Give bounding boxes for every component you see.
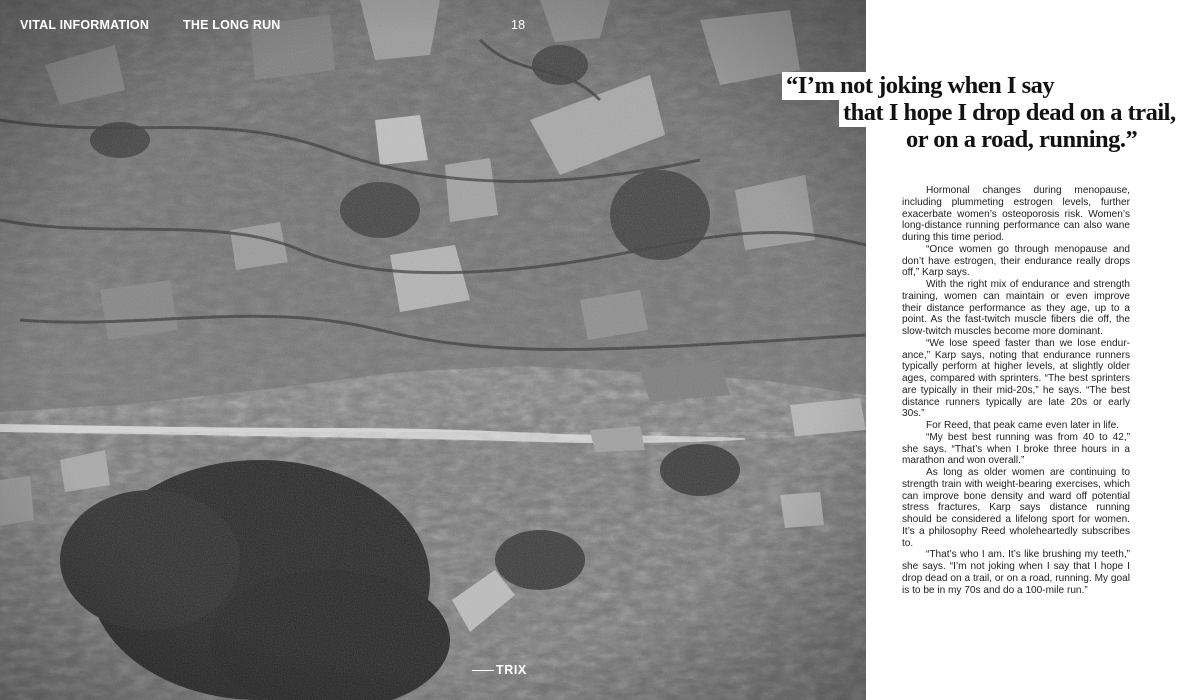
article-paragraph: “We lose speed faster than we lose endurance,” Karp says, noting that endurance runners typically perform at higher levels, at slightly older ages, compared with sprinters. “The best sprinters are typically in their mid-20s,” he says. “The best distance runners typically are late 20s or early 30s.” bbox=[902, 337, 1130, 420]
article-paragraph: “My best best running was from 40 to 42,” she says. “That’s when I broke three hours in a marathon and won overall.” bbox=[902, 431, 1130, 467]
footer-brand bbox=[472, 662, 527, 678]
pull-quote-line-2: that I hope I drop dead on a trail, bbox=[839, 99, 1180, 127]
article-paragraph: With the right mix of endurance and strength training, women can maintain or even improve their distance performance as they age, up to a point. As the fast-twitch muscle fibers die off, the slow-twitch muscles become more dominant. bbox=[902, 279, 1130, 337]
pull-quote-line-3: or on a road, running.” bbox=[902, 126, 1141, 154]
pull-quote-line-1: “I’m not joking when I say bbox=[782, 72, 1058, 100]
article-body bbox=[902, 185, 1130, 596]
footer-brand-text: TRIX bbox=[496, 663, 527, 677]
article-paragraph: “That’s who I am. It’s like brushing my teeth,” she says. “I’m not joking when I say that I hope I drop dead on a trail, or on a road, running. My goal is to be in my 70s and do a 100-mile run.” bbox=[902, 549, 1130, 596]
section-label: VITAL INFORMATION bbox=[20, 18, 150, 32]
page-number: 18 bbox=[511, 18, 526, 32]
article-paragraph: As long as older women are continuing to strength train with weight-bearing exercises, which can improve bone density and ward off potential stress fractures, Karp says distance running should be considered a lifelong sport for women. It’s a philosophy Reed wholeheartedly subscribes to. bbox=[902, 467, 1130, 549]
footer-rule bbox=[472, 670, 494, 671]
article-paragraph: Hormonal changes during menopause, including plummeting estrogen levels, further exacerbate women’s osteoporosis risk. Women’s long-distance running performance can also wane during this time period. bbox=[902, 185, 1130, 243]
story-label: THE LONG RUN bbox=[183, 18, 281, 32]
article-paragraph: “Once women go through menopause and don’t have estrogen, their endurance really drops off,” Karp says. bbox=[902, 243, 1130, 279]
article-paragraph: For Reed, that peak came even later in life. bbox=[926, 420, 1120, 431]
